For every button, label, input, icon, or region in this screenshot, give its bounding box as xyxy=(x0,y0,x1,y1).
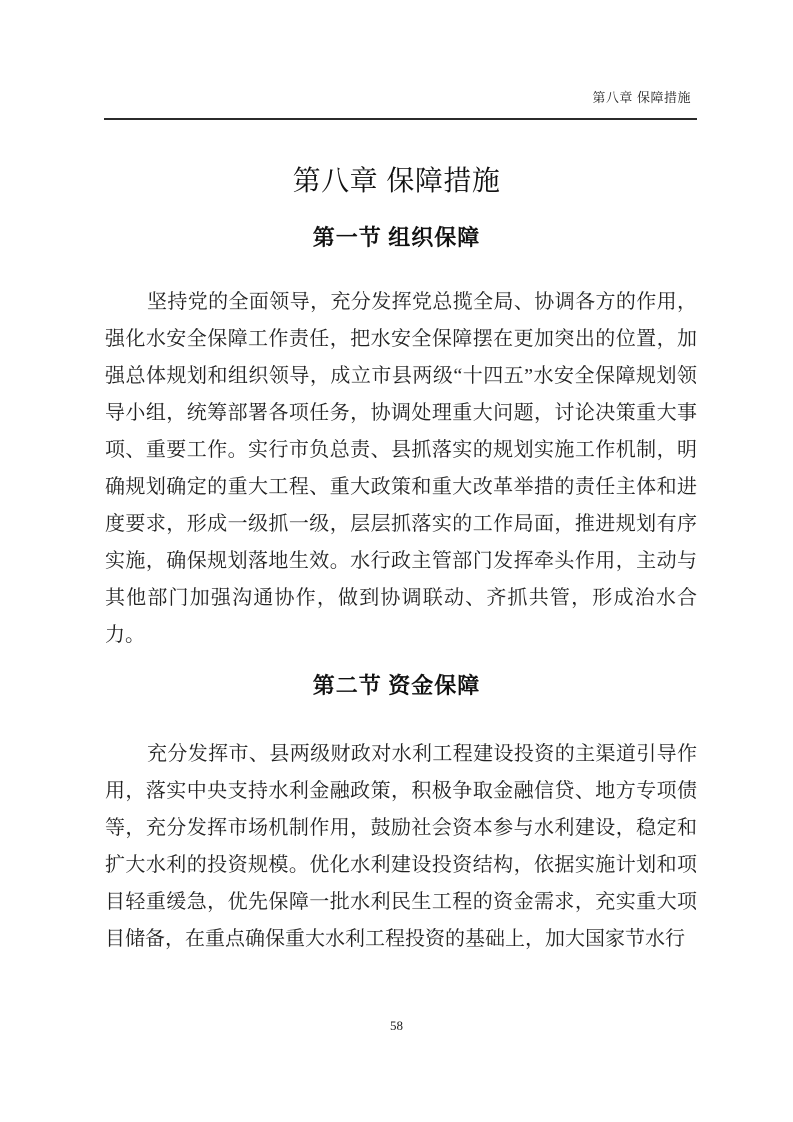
paragraph-funding-guarantee: 充分发挥市、县两级财政对水利工程建设投资的主渠道引导作用，落实中央支持水利金融政策，积极争取金融信贷、地方专项债等，充分发挥市场机制作用，鼓励社会资本参与水利建设，稳定和扩大水利的投资规模。优化水利建设投资结构，依据实施计划和项目轻重缓急，优先保障一批水利民生工程的资金需求，充实重大项目储备，在重点确保重大水利工程投资的基础上，加大国家节水行 xyxy=(105,743,697,950)
page-number: 58 xyxy=(390,1018,403,1033)
chapter-title: 第八章 保障措施 xyxy=(292,165,501,196)
section-title-funding-guarantee: 第二节 资金保障 xyxy=(312,673,481,698)
running-header-title: 第八章 保障措施 xyxy=(592,90,691,105)
paragraph-organizational-guarantee: 坚持党的全面领导，充分发挥党总揽全局、协调各方的作用，强化水安全保障工作责任，把水安全保障摆在更加突出的位置，加强总体规划和组织领导，成立市县两级“十四五”水安全保障规划领导小组，统筹部署各项任务，协调处理重大问题，讨论决策重大事项、重要工作。实行市负总责、县抓落实的规划实施工作机制，明确规划确定的重大工程、重大政策和重大改革举措的责任主体和进度要求，形成一级抓一级，层层抓落实的工作局面，推进规划有序实施，确保规划落地生效。水行政主管部门发挥牵头作用，主动与其他部门加强沟通协作，做到协调联动、齐抓共管，形成治水合力。 xyxy=(105,291,697,646)
header-divider-line xyxy=(104,118,697,120)
section-title-organizational-guarantee: 第一节 组织保障 xyxy=(312,225,481,250)
